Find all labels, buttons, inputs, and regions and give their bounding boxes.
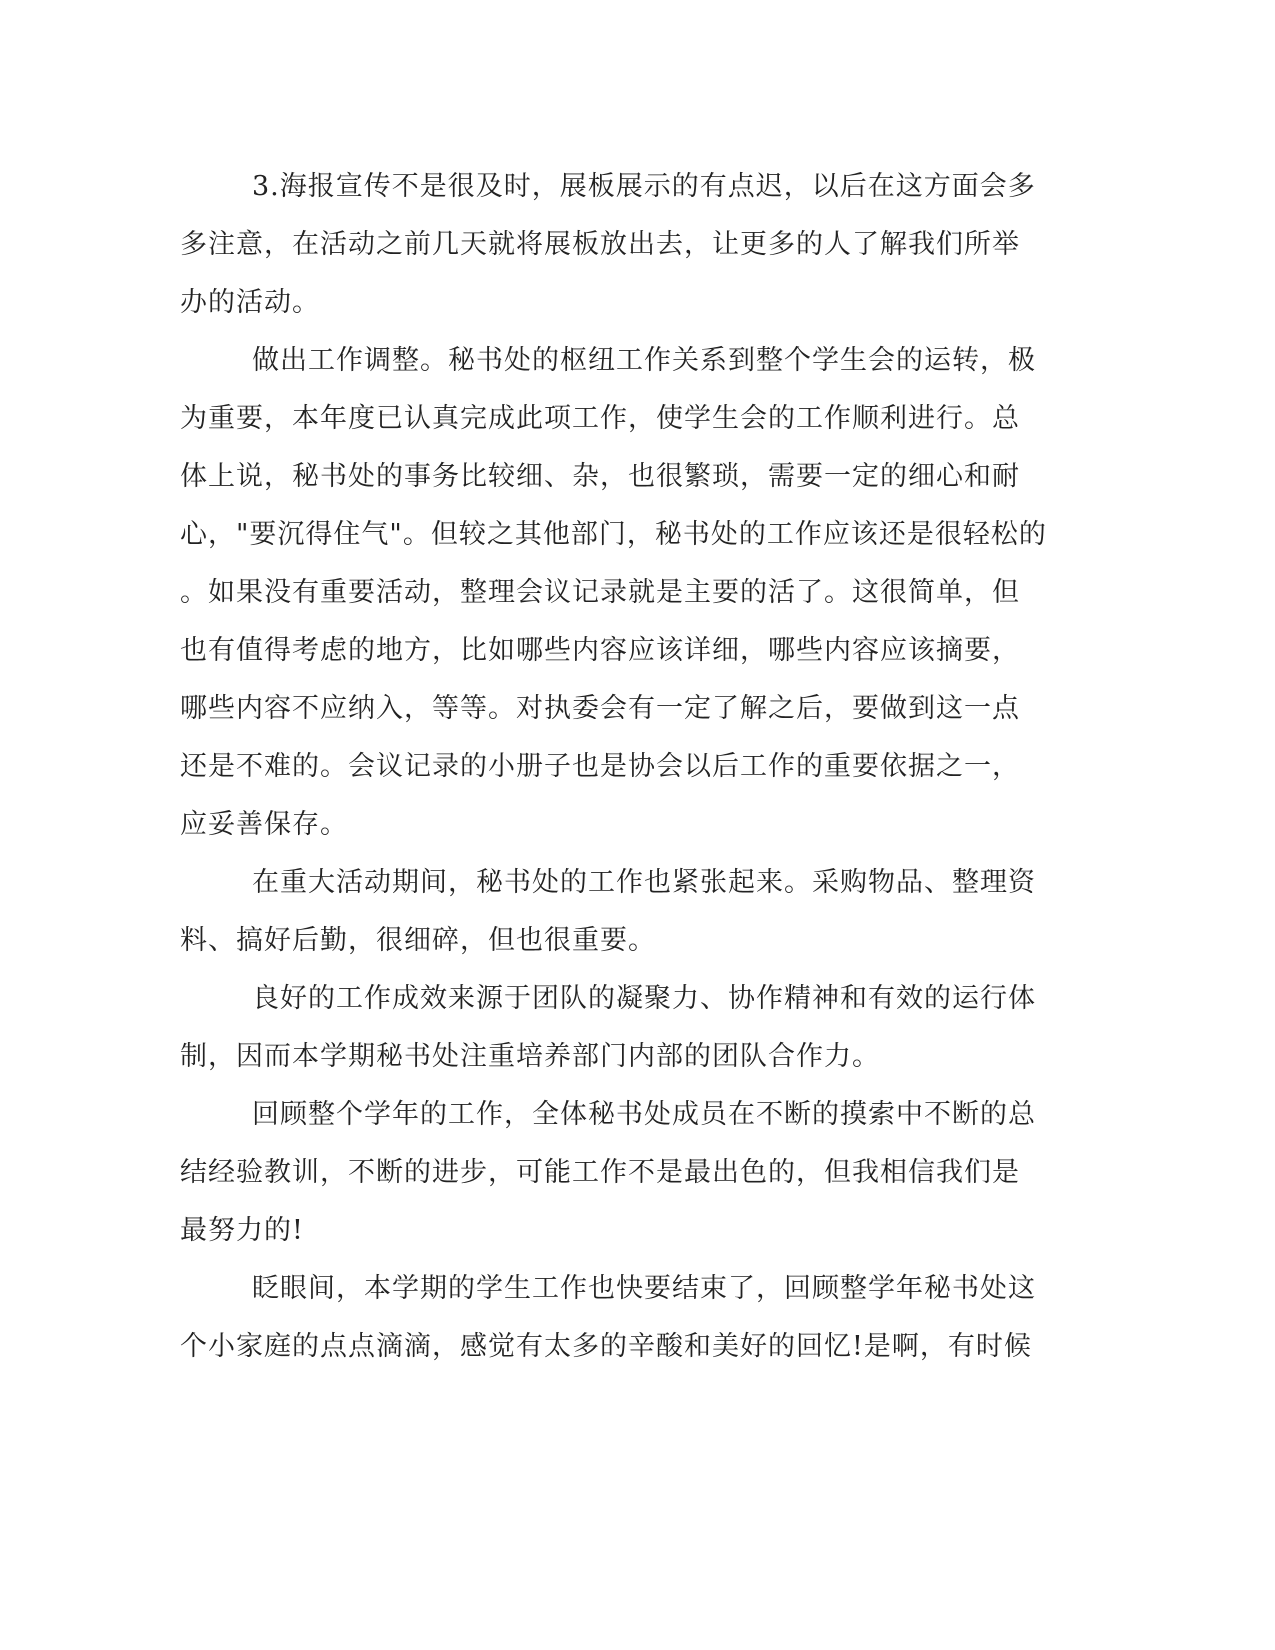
paragraph-2 bbox=[180, 332, 1047, 854]
text-line: 料、搞好后勤，很细碎，但也很重要。 bbox=[180, 925, 656, 956]
text-line: 在重大活动期间，秘书处的工作也紧张起来。采购物品、整理资 bbox=[252, 867, 1036, 898]
text-line: 心，"要沉得住气"。但较之其他部门，秘书处的工作应该还是很轻松的 bbox=[180, 519, 1047, 550]
document-body bbox=[180, 158, 1047, 1376]
text-line: 体上说，秘书处的事务比较细、杂，也很繁琐，需要一定的细心和耐 bbox=[180, 461, 1020, 492]
text-line: 3.海报宣传不是很及时，展板展示的有点迟，以后在这方面会多 bbox=[252, 171, 1036, 202]
text-line: 应妥善保存。 bbox=[180, 809, 348, 840]
text-line: 个小家庭的点点滴滴，感觉有太多的辛酸和美好的回忆!是啊，有时候 bbox=[180, 1331, 1032, 1362]
text-line: 回顾整个学年的工作，全体秘书处成员在不断的摸索中不断的总 bbox=[252, 1099, 1036, 1130]
text-line: 眨眼间，本学期的学生工作也快要结束了，回顾整学年秘书处这 bbox=[252, 1273, 1036, 1304]
text-line: 做出工作调整。秘书处的枢纽工作关系到整个学生会的运转，极 bbox=[252, 345, 1036, 376]
text-line: 为重要，本年度已认真完成此项工作，使学生会的工作顺利进行。总 bbox=[180, 403, 1020, 434]
text-line: 还是不难的。会议记录的小册子也是协会以后工作的重要依据之一， bbox=[180, 751, 1020, 782]
text-line: 最努力的! bbox=[180, 1215, 304, 1246]
text-line: 哪些内容不应纳入，等等。对执委会有一定了解之后，要做到这一点 bbox=[180, 693, 1020, 724]
text-line: 也有值得考虑的地方，比如哪些内容应该详细，哪些内容应该摘要， bbox=[180, 635, 1020, 666]
text-line: 良好的工作成效来源于团队的凝聚力、协作精神和有效的运行体 bbox=[252, 983, 1036, 1014]
paragraph-4 bbox=[180, 970, 1040, 1086]
text-line: 结经验教训，不断的进步，可能工作不是最出色的，但我相信我们是 bbox=[180, 1157, 1020, 1188]
paragraph-1 bbox=[180, 158, 1040, 332]
text-line: 办的活动。 bbox=[180, 287, 320, 318]
paragraph-6 bbox=[180, 1260, 1040, 1376]
text-line: 多注意，在活动之前几天就将展板放出去，让更多的人了解我们所举 bbox=[180, 229, 1020, 260]
paragraph-3 bbox=[180, 854, 1040, 970]
text-line: 制，因而本学期秘书处注重培养部门内部的团队合作力。 bbox=[180, 1041, 880, 1072]
text-line: 。如果没有重要活动，整理会议记录就是主要的活了。这很简单，但 bbox=[180, 577, 1020, 608]
paragraph-5 bbox=[180, 1086, 1040, 1260]
